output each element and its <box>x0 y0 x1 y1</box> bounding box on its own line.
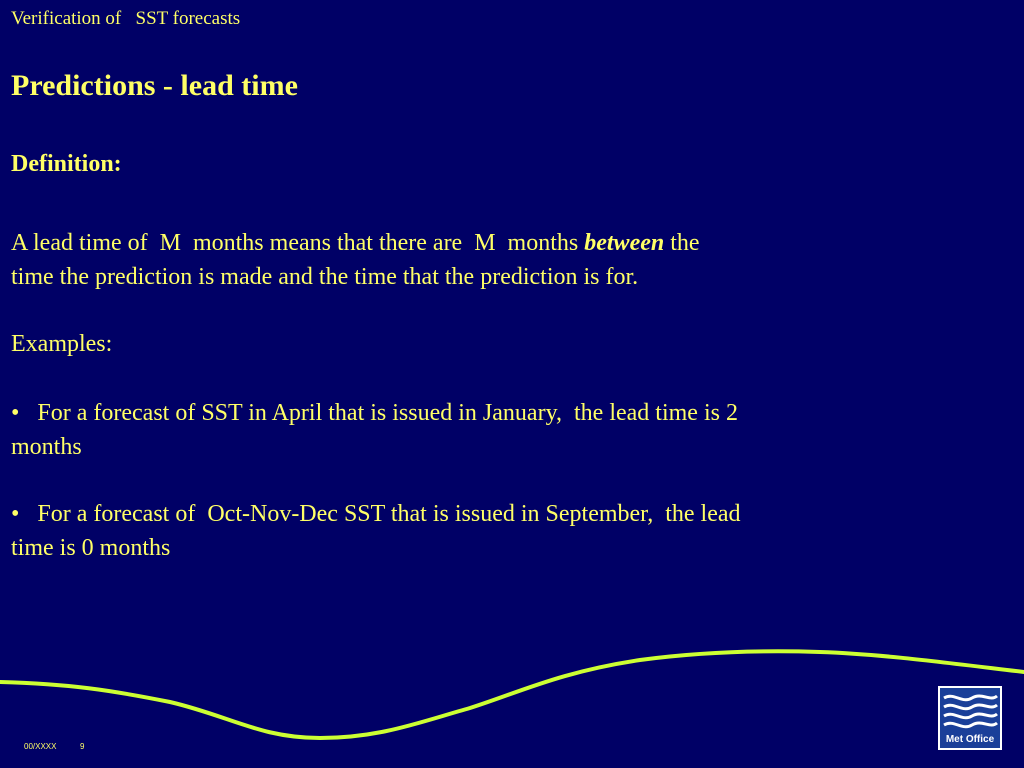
definition-emphasis: between <box>584 230 665 256</box>
logo-mark <box>940 688 1000 748</box>
example-1 <box>11 396 738 464</box>
decorative-wave <box>0 630 1024 768</box>
examples-label: Examples: <box>11 331 113 357</box>
definition-part1: A lead time of M months means that there are M months <box>11 230 585 256</box>
logo-waves-icon <box>940 688 1000 732</box>
definition-part2: the <box>664 230 700 256</box>
example-2-line2: time is 0 months <box>11 535 171 561</box>
slide-title: Predictions - lead time <box>11 69 298 102</box>
met-office-logo <box>938 686 1002 750</box>
example-1-line1: • For a forecast of SST in April that is issued in January, the lead time is 2 <box>11 400 738 426</box>
definition-text <box>11 226 700 294</box>
definition-heading: Definition: <box>11 151 122 177</box>
example-2 <box>11 497 741 565</box>
example-1-line2: months <box>11 434 82 460</box>
header-title: Verification of SST forecasts <box>11 8 241 29</box>
definition-line2: time the prediction is made and the time that the prediction is for. <box>11 264 639 290</box>
page-number: 9 <box>80 742 85 751</box>
footer-code: 00/XXXX <box>24 742 57 751</box>
logo-text: Met Office <box>945 734 995 745</box>
example-2-line1: • For a forecast of Oct-Nov-Dec SST that is issued in September, the lead <box>11 501 741 527</box>
